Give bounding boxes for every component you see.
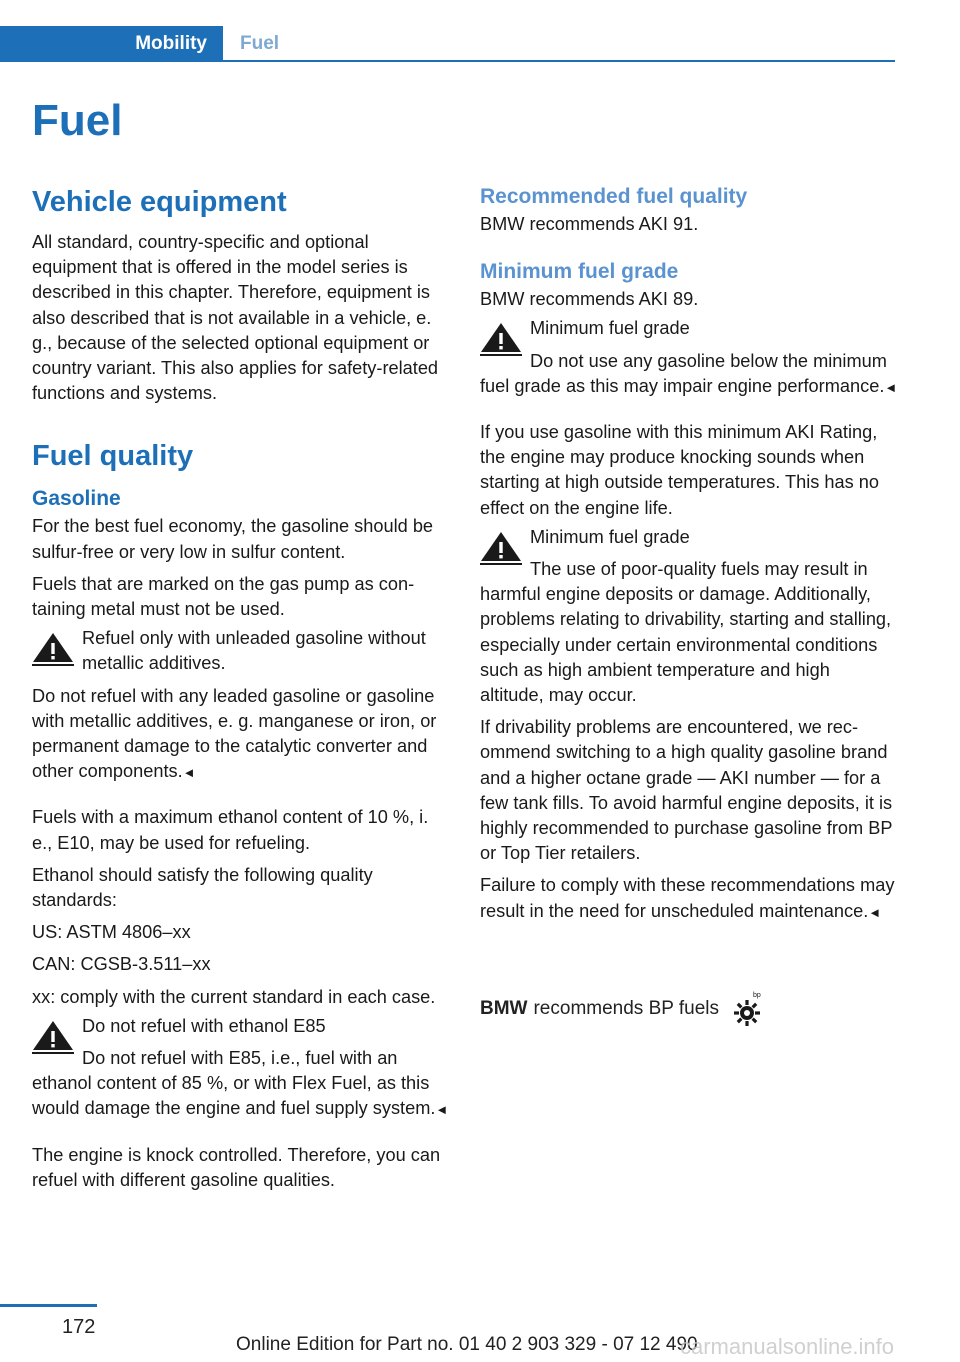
page-title: Fuel xyxy=(32,96,123,145)
warning-minimum-grade-title: Minimum fuel grade xyxy=(530,318,690,339)
section-tab-mobility: Mobility xyxy=(0,26,223,62)
warning-poor-quality-body: The use of poor-quality fuels may result in harmful engine deposits or damage. Additionally, problems relating to drivability, starting and stalling, especially under certain environmental conditions such as high ambient temperature and high altitude, may occur. xyxy=(480,559,892,706)
bp-text: recommends BP fuels xyxy=(533,997,719,1019)
warning-e85 xyxy=(32,1014,450,1123)
footer-edition: Online Edition for Part no. 01 40 2 903 329 - 07 12 490 xyxy=(236,1334,698,1355)
heading-minimum-fuel-grade: Minimum fuel grade xyxy=(480,260,679,284)
warning-minimum-grade-body: Do not use any gasoline below the minimum fuel grade as this may impair engine performance.◄ xyxy=(480,350,898,396)
warning-e85-title: Do not refuel with ethanol E85 xyxy=(82,1015,326,1036)
warning-e85-body: Do not refuel with E85, i.e., fuel with an ethanol content of 85 %, or with Flex Fuel, as this would damage the engine and fuel supply system.◄ xyxy=(32,1048,449,1119)
knock-control-paragraph: The engine is knock controlled. Therefore, you can refuel with different gasoline qualities. xyxy=(32,1144,441,1190)
watermark: carmanualsonline.info xyxy=(680,1334,895,1359)
vehicle-equipment-text: All standard, country-specific and optional equipment that is offered in the model series is described in this chapter. Therefore, equipment is also described that is not available in a vehicle, e. g., because of the selected optional equipment or country variant. This also applies for safety-related functions and systems. xyxy=(32,232,439,404)
header-bar xyxy=(0,26,895,62)
heading-gasoline: Gasoline xyxy=(32,487,121,511)
standard-us: US: ASTM 4806–xx xyxy=(32,922,191,943)
drivability-paragraph: If drivability problems are encountered, we recommend switching to a high quality gasoline brand and a higher octane grade — AKI number — for a few tank fills. To avoid harmful engine deposits, it is highly recommended to purchase gasoline from BP or Top Tier retailers. xyxy=(480,717,893,864)
warning-unleaded-title: Refuel only with unleaded gasoline without metallic additives. xyxy=(82,628,426,674)
bp-brand: BMW xyxy=(480,997,528,1019)
gasoline-paragraph-2: Fuels that are marked on the gas pump as containing metal must not be used. xyxy=(32,573,415,620)
heading-vehicle-equipment: Vehicle equipment xyxy=(32,186,287,218)
warning-poor-quality xyxy=(480,525,898,925)
standard-note: xx: comply with the current standard in each case. xyxy=(32,986,436,1007)
warning-triangle-icon xyxy=(480,531,522,565)
knocking-paragraph: If you use gasoline with this minimum AKI Rating, the engine may produce knocking sounds when starting at high outside temperatures. This has no effect on the engine life. xyxy=(480,422,880,518)
page-number: 172 xyxy=(62,1316,96,1338)
warning-triangle-icon xyxy=(480,322,522,356)
header-rule xyxy=(223,60,895,62)
bp-helios-logo-icon xyxy=(731,989,765,1029)
ethanol-paragraph: Fuels with a maximum ethanol content of 10 %, i. e., E10, may be used for refueling. xyxy=(32,807,429,853)
ethanol-standards-intro: Ethanol should satisfy the following quality standards: xyxy=(32,864,373,911)
warning-triangle-icon xyxy=(32,632,74,666)
heading-recommended-fuel-quality: Recommended fuel quality xyxy=(480,185,748,208)
gasoline-paragraph-1: For the best fuel economy, the gasoline should be sulfur-free or very low in sulfur content. xyxy=(32,516,434,562)
warning-minimum-grade xyxy=(480,316,898,400)
end-marker: ◄ xyxy=(868,904,882,920)
recommended-fuel-text: BMW recommends AKI 91. xyxy=(480,214,699,234)
warning-poor-quality-title: Minimum fuel grade xyxy=(530,526,690,547)
warning-unleaded-body: Do not refuel with any leaded gasoline or gasoline with metallic additives, e. g. manganese or iron, or permanent damage to the catalytic converter and other components.◄ xyxy=(32,685,437,782)
warning-triangle-icon xyxy=(32,1020,74,1054)
right-column xyxy=(480,182,898,1029)
end-marker: ◄ xyxy=(435,1102,449,1118)
heading-fuel-quality: Fuel quality xyxy=(32,440,194,473)
end-marker: ◄ xyxy=(884,379,898,395)
standard-can: CAN: CGSB-3.511–xx xyxy=(32,954,211,975)
bp-recommendation xyxy=(480,989,898,1029)
left-column xyxy=(32,182,450,1193)
bp-logo-label: bp xyxy=(753,991,761,999)
footer-rule xyxy=(0,1304,97,1307)
maintenance-paragraph: Failure to comply with these recommendations may result in the need for unscheduled maintenance.◄ xyxy=(480,875,895,921)
warning-unleaded xyxy=(32,626,450,785)
end-marker: ◄ xyxy=(182,765,196,781)
chapter-tab-fuel: Fuel xyxy=(240,33,280,54)
minimum-fuel-text: BMW recommends AKI 89. xyxy=(480,289,699,310)
